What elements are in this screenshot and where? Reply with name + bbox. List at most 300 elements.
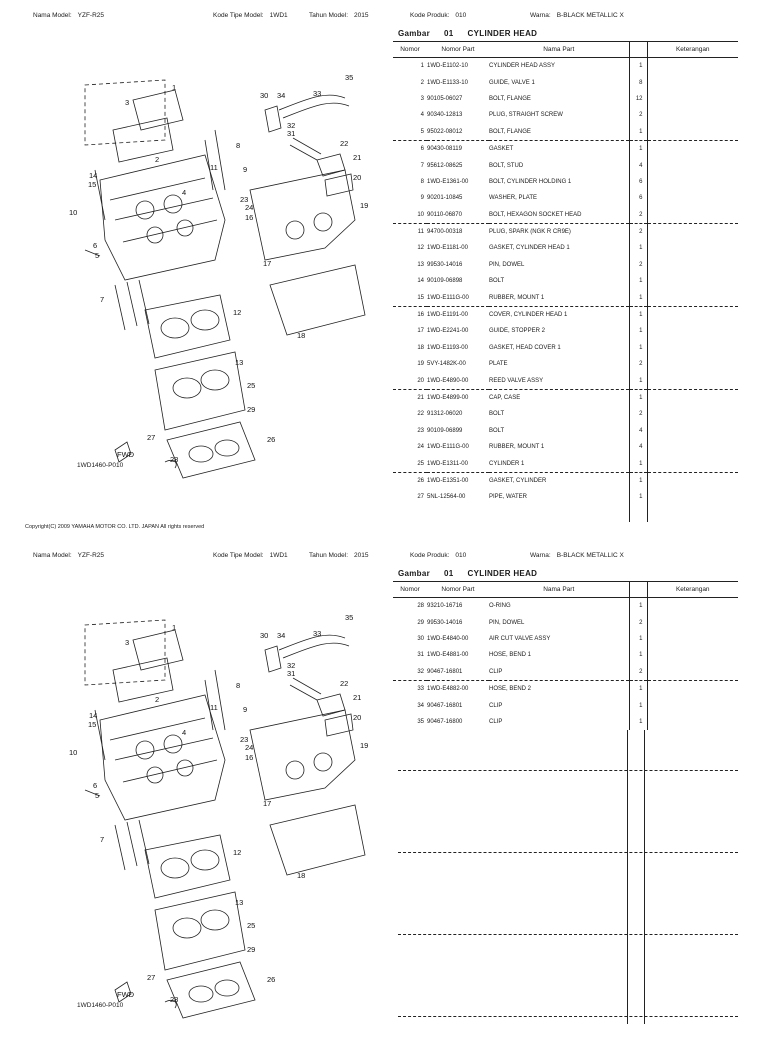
- part-quantity: 2: [629, 207, 647, 224]
- part-name: PLUG, STRAIGHT SCREW: [489, 112, 563, 119]
- figure-title: Gambar 01 CYLINDER HEAD: [398, 569, 538, 578]
- part-number-index: 13: [417, 261, 424, 268]
- table-row: [393, 207, 738, 224]
- callout-label: 18: [297, 871, 306, 880]
- part-code: 5VY-1482K-00: [427, 361, 466, 368]
- part-name: PIPE, WATER: [489, 494, 528, 501]
- part-name: RUBBER, MOUNT 1: [489, 289, 629, 306]
- part-number-index: 35: [417, 718, 424, 725]
- part-code: 90109-06898: [427, 278, 463, 285]
- callout-label: 22: [340, 679, 349, 688]
- part-number-index: 2: [420, 79, 424, 86]
- part-name: CLIP: [489, 664, 629, 681]
- part-name: PLUG, SPARK (NGK R CR9E): [489, 229, 571, 236]
- part-name: BOLT: [489, 411, 505, 418]
- callout-label: 29: [247, 945, 256, 954]
- callout-label: 12: [233, 308, 242, 317]
- callout-label: 6: [93, 241, 98, 250]
- parts-table: [393, 581, 738, 730]
- table-row: [393, 372, 738, 389]
- table-row: [393, 455, 738, 472]
- table-row: [393, 340, 738, 356]
- callout-label: 23: [240, 195, 249, 204]
- callout-label: 34: [277, 91, 286, 100]
- part-quantity: 1: [629, 124, 647, 141]
- part-remarks: [647, 472, 738, 489]
- figure-title: Gambar 01 CYLINDER HEAD: [398, 29, 538, 38]
- part-quantity: 2: [629, 107, 647, 123]
- part-name: CLIP: [489, 702, 503, 709]
- table-filler: [393, 506, 738, 522]
- callout-label: 25: [247, 921, 256, 930]
- part-number-index: 24: [417, 444, 424, 451]
- table-row: [393, 273, 738, 289]
- part-name: BOLT, STUD: [489, 162, 524, 169]
- callout-label: 15: [88, 180, 97, 189]
- callout-label: 6: [93, 781, 98, 790]
- part-number-index: 23: [417, 427, 424, 434]
- table-row: [393, 680, 738, 697]
- part-code: 1WD-E4890-00: [427, 372, 489, 389]
- part-name: BOLT, HEXAGON SOCKET HEAD: [489, 207, 629, 224]
- part-name: GUIDE, VALVE 1: [489, 79, 535, 86]
- table-row: [393, 174, 738, 190]
- part-quantity: 4: [629, 157, 647, 173]
- part-name: BOLT, FLANGE: [489, 124, 629, 141]
- col-nama-part: Nama Part: [489, 41, 629, 58]
- callout-label: 27: [147, 433, 156, 442]
- part-number-index: 25: [393, 455, 427, 472]
- callout-label: 12: [233, 848, 242, 857]
- callout-label: 19: [360, 741, 369, 750]
- part-quantity: 1: [629, 340, 647, 356]
- part-remarks: [647, 124, 738, 141]
- part-quantity: 1: [629, 140, 647, 157]
- part-remarks: [647, 614, 738, 630]
- part-quantity: 1: [629, 240, 647, 256]
- part-quantity: 4: [629, 439, 647, 455]
- parts-diagram: [55, 70, 375, 500]
- callout-label: 3: [125, 98, 130, 107]
- part-code: 1WD-E4881-00: [427, 652, 469, 659]
- part-number-index: 33: [417, 686, 424, 693]
- callout-label: 35: [345, 613, 354, 622]
- callout-label: 5: [95, 251, 100, 260]
- callout-label: 13: [235, 898, 244, 907]
- table-row: [393, 472, 738, 489]
- table-row: [393, 58, 738, 75]
- part-quantity: 6: [629, 190, 647, 206]
- table-row: [393, 223, 738, 240]
- model-type-code: Kode Tipe Model: 1WD1: [213, 12, 288, 19]
- part-number-index: 14: [417, 278, 424, 285]
- part-remarks: [647, 257, 738, 273]
- part-number-index: 32: [393, 664, 427, 681]
- part-number-index: 6: [420, 146, 424, 153]
- copyright-notice: Copyright(C) 2009 YAMAHA MOTOR CO. LTD. JAPAN All rights reserved: [25, 524, 205, 530]
- callout-label: 33: [313, 89, 322, 98]
- callout-label: 4: [182, 188, 187, 197]
- part-remarks: [647, 340, 738, 356]
- table-row: [393, 257, 738, 273]
- part-code: 1WD-E1311-00: [427, 455, 489, 472]
- callout-label: 15: [88, 720, 97, 729]
- part-remarks: [647, 174, 738, 190]
- part-name: PIN, DOWEL: [489, 619, 525, 626]
- callout-label: 32: [287, 121, 296, 130]
- part-quantity: 1: [629, 372, 647, 389]
- col-qty: [629, 581, 647, 598]
- part-remarks: [647, 697, 738, 713]
- part-code: 90110-06870: [427, 207, 489, 224]
- part-number-index: 28: [417, 603, 424, 610]
- part-name: HOSE, BEND 1: [489, 652, 532, 659]
- callout-label: 18: [297, 331, 306, 340]
- callout-label: 14: [89, 171, 98, 180]
- table-row: [393, 614, 738, 630]
- part-name: WASHER, PLATE: [489, 195, 538, 202]
- part-code: 93210-16716: [427, 603, 463, 610]
- callout-label: 11: [210, 163, 218, 172]
- callout-label: 9: [243, 165, 248, 174]
- part-number-index: 16: [417, 312, 424, 319]
- callout-label: 24: [245, 743, 254, 752]
- part-name: BOLT: [489, 278, 505, 285]
- callout-label: 28: [170, 995, 179, 1004]
- drawing-code: 1WD1460-P010: [77, 462, 124, 469]
- part-code: 1WD-E1181-00: [427, 245, 468, 252]
- part-name: BOLT, FLANGE: [489, 95, 531, 102]
- part-quantity: 1: [629, 647, 647, 663]
- part-code: 1WD-E1351-00: [427, 477, 469, 484]
- parts-table: [393, 41, 738, 522]
- callout-label: 20: [353, 713, 362, 722]
- callout-label: 25: [247, 381, 256, 390]
- table-header: [393, 581, 738, 598]
- part-remarks: [647, 356, 738, 372]
- callout-label: 10: [69, 748, 78, 757]
- part-remarks: [647, 323, 738, 339]
- part-name: GASKET: [489, 146, 514, 153]
- color-name: Warna: B-BLACK METALLIC X: [530, 12, 624, 19]
- model-year: Tahun Model: 2015: [309, 552, 369, 559]
- part-number-index: 27: [417, 494, 424, 501]
- callout-label: 17: [263, 799, 272, 808]
- callout-label: 1: [172, 83, 177, 92]
- part-quantity: 2: [629, 356, 647, 372]
- col-nomor: Nomor: [393, 41, 427, 58]
- callout-label: 3: [125, 638, 130, 647]
- part-quantity: 1: [629, 58, 647, 75]
- table-row: [393, 289, 738, 306]
- part-name: CAP, CASE: [489, 395, 521, 401]
- part-quantity: 1: [629, 680, 647, 697]
- part-code: 95612-08625: [427, 162, 463, 169]
- part-quantity: 2: [629, 614, 647, 630]
- part-number-index: 5: [393, 124, 427, 141]
- table-row: [393, 598, 738, 615]
- part-remarks: [647, 289, 738, 306]
- callout-label: 17: [263, 259, 272, 268]
- part-quantity: 1: [629, 598, 647, 615]
- table-row: [393, 124, 738, 141]
- part-code: 1WD-E4899-00: [427, 395, 469, 401]
- part-number-index: 20: [393, 372, 427, 389]
- callout-label: 2: [155, 695, 160, 704]
- part-code: 1WD-E1361-00: [427, 178, 469, 185]
- col-nomor-part: Nomor Part: [427, 41, 489, 58]
- callout-label: 16: [245, 213, 254, 222]
- part-name: COVER, CYLINDER HEAD 1: [489, 312, 568, 319]
- callout-label: 31: [287, 669, 296, 678]
- callout-label: 7: [100, 295, 105, 304]
- part-quantity: 1: [629, 714, 647, 730]
- part-quantity: 1: [629, 323, 647, 339]
- part-remarks: [647, 439, 738, 455]
- part-code: 90467-16801: [427, 702, 463, 709]
- catalog-page-2: [0, 540, 768, 1052]
- callout-label: 35: [345, 73, 354, 82]
- part-remarks: [647, 598, 738, 615]
- model-type-code: Kode Tipe Model: 1WD1: [213, 552, 288, 559]
- part-name: CLIP: [489, 718, 503, 725]
- callout-label: 26: [267, 975, 276, 984]
- part-quantity: 1: [629, 697, 647, 713]
- callout-label: 30: [260, 91, 269, 100]
- part-number-index: 10: [393, 207, 427, 224]
- part-remarks: [647, 107, 738, 123]
- callout-label: 19: [360, 201, 369, 210]
- part-number-index: 4: [420, 112, 424, 119]
- forward-arrow-label: FWD: [117, 990, 135, 999]
- part-code: 1WD-E4840-00: [427, 635, 469, 642]
- part-remarks: [647, 680, 738, 697]
- part-remarks: [647, 664, 738, 681]
- part-name: BOLT: [489, 427, 505, 434]
- callout-label: 26: [267, 435, 276, 444]
- part-quantity: 2: [629, 406, 647, 422]
- part-name: REED VALVE ASSY: [489, 372, 629, 389]
- table-row: [393, 140, 738, 157]
- callout-label: 16: [245, 753, 254, 762]
- part-number-index: 1: [420, 63, 424, 70]
- table-row: [393, 91, 738, 107]
- part-code: 90430-08119: [427, 146, 462, 153]
- part-code: 5NL-12564-00: [427, 494, 466, 501]
- part-number-index: 21: [417, 395, 424, 401]
- part-number-index: 8: [420, 178, 424, 185]
- table-row: [393, 406, 738, 422]
- part-quantity: 1: [629, 306, 647, 323]
- part-name: O-RING: [489, 603, 511, 610]
- part-number-index: 17: [417, 328, 424, 335]
- part-name: GASKET, CYLINDER: [489, 477, 547, 484]
- part-number-index: 11: [417, 229, 424, 236]
- color-name: Warna: B-BLACK METALLIC X: [530, 552, 624, 559]
- part-remarks: [647, 74, 738, 90]
- table-row: [393, 190, 738, 206]
- part-name: GASKET, CYLINDER HEAD 1: [489, 245, 570, 252]
- table-row: [393, 423, 738, 439]
- part-number-index: 29: [417, 619, 424, 626]
- callout-label: 1: [172, 623, 177, 632]
- parts-diagram: [55, 610, 375, 1040]
- part-code: 91312-06020: [427, 411, 463, 418]
- parts-rows: [393, 58, 738, 522]
- part-number-index: 7: [420, 162, 424, 169]
- part-number-index: 31: [417, 652, 424, 659]
- callout-label: 5: [95, 791, 100, 800]
- table-row: [393, 74, 738, 90]
- part-remarks: [647, 406, 738, 422]
- part-quantity: 2: [629, 664, 647, 681]
- part-number-index: 19: [417, 361, 424, 368]
- table-row: [393, 439, 738, 455]
- part-name: AIR CUT VALVE ASSY: [489, 635, 551, 642]
- part-number-index: 22: [417, 411, 424, 418]
- part-number-index: 12: [417, 245, 424, 252]
- parts-rows: [393, 598, 738, 731]
- table-row: [393, 323, 738, 339]
- callout-label: 30: [260, 631, 269, 640]
- part-number-index: 26: [417, 477, 424, 484]
- part-name: GUIDE, STOPPER 2: [489, 328, 545, 335]
- part-code: 1WD-E111G-00: [427, 444, 469, 451]
- table-row: [393, 697, 738, 713]
- model-year: Tahun Model: 2015: [309, 12, 369, 19]
- callout-label: 2: [155, 155, 160, 164]
- table-row: [393, 107, 738, 123]
- table-row: [393, 306, 738, 323]
- part-quantity: 1: [629, 631, 647, 647]
- col-qty: [629, 41, 647, 58]
- part-code: 99530-14016: [427, 261, 463, 268]
- part-remarks: [647, 223, 738, 240]
- table-row: [393, 356, 738, 372]
- part-remarks: [647, 372, 738, 389]
- part-number-index: 30: [417, 635, 424, 642]
- part-remarks: [647, 91, 738, 107]
- col-nomor: Nomor: [393, 581, 427, 598]
- part-name: HOSE, BEND 2: [489, 686, 532, 693]
- callout-label: 8: [236, 141, 241, 150]
- callout-label: 9: [243, 705, 248, 714]
- part-code: 90467-16800: [427, 718, 463, 725]
- part-number-index: 3: [420, 95, 424, 102]
- product-code: Kode Produk: 010: [410, 552, 467, 559]
- table-row: [393, 631, 738, 647]
- part-code: 90105-06027: [427, 95, 463, 102]
- part-remarks: [647, 190, 738, 206]
- part-remarks: [647, 455, 738, 472]
- part-code: 1WD-E1193-00: [427, 344, 468, 351]
- part-remarks: [647, 489, 738, 505]
- part-code: 90201-10845: [427, 195, 463, 202]
- part-code: 99530-14016: [427, 619, 463, 626]
- part-code: 1WD-E1133-10: [427, 79, 468, 86]
- part-quantity: 6: [629, 174, 647, 190]
- part-code: 90467-16801: [427, 664, 489, 681]
- part-code: 94700-00318: [427, 229, 463, 236]
- part-code: 1WD-E1102-10: [427, 63, 468, 70]
- part-remarks: [647, 140, 738, 157]
- part-number-index: 15: [393, 289, 427, 306]
- callout-label: 23: [240, 735, 249, 744]
- part-name: GASKET, HEAD COVER 1: [489, 344, 561, 351]
- table-row: [393, 389, 738, 406]
- part-name: PLATE: [489, 361, 508, 368]
- callout-label: 33: [313, 629, 322, 638]
- part-quantity: 1: [629, 389, 647, 406]
- part-quantity: 1: [629, 455, 647, 472]
- table-row: [393, 489, 738, 505]
- callout-label: 7: [100, 835, 105, 844]
- callout-label: 21: [353, 153, 362, 162]
- callout-label: 32: [287, 661, 296, 670]
- callout-label: 34: [277, 631, 286, 640]
- callout-label: 24: [245, 203, 254, 212]
- part-name: BOLT, CYLINDER HOLDING 1: [489, 178, 572, 185]
- part-number-index: 9: [420, 195, 424, 202]
- col-keterangan: Keterangan: [647, 581, 738, 598]
- part-quantity: 1: [629, 472, 647, 489]
- callout-label: 10: [69, 208, 78, 217]
- table-row: [393, 157, 738, 173]
- callout-label: 22: [340, 139, 349, 148]
- exploded-view-drawing: [55, 610, 375, 1040]
- callout-label: 29: [247, 405, 256, 414]
- part-remarks: [647, 714, 738, 730]
- part-code: 90109-06899: [427, 427, 463, 434]
- callout-label: 20: [353, 173, 362, 182]
- forward-arrow-label: FWD: [117, 450, 135, 459]
- callout-label: 11: [210, 703, 218, 712]
- callout-label: 31: [287, 129, 296, 138]
- col-nama-part: Nama Part: [489, 581, 629, 598]
- drawing-code: 1WD1460-P010: [77, 1002, 124, 1009]
- callout-label: 21: [353, 693, 362, 702]
- table-row: [393, 664, 738, 681]
- part-name: CYLINDER 1: [489, 455, 629, 472]
- model-name: Nama Model: YZF-R25: [33, 12, 105, 19]
- table-header: [393, 41, 738, 58]
- part-code: 90340-12813: [427, 112, 463, 119]
- col-keterangan: Keterangan: [647, 41, 738, 58]
- part-quantity: 1: [629, 489, 647, 505]
- part-number-index: 34: [417, 702, 424, 709]
- part-code: 1WD-E2241-00: [427, 328, 469, 335]
- part-remarks: [647, 631, 738, 647]
- part-remarks: [647, 306, 738, 323]
- col-nomor-part: Nomor Part: [427, 581, 489, 598]
- callout-label: 4: [182, 728, 187, 737]
- callout-label: 27: [147, 973, 156, 982]
- part-remarks: [647, 647, 738, 663]
- model-name: Nama Model: YZF-R25: [33, 552, 105, 559]
- exploded-view-drawing: [55, 70, 375, 500]
- part-quantity: 12: [629, 91, 647, 107]
- part-quantity: 4: [629, 423, 647, 439]
- table-row: [393, 714, 738, 730]
- part-quantity: 2: [629, 223, 647, 240]
- part-number-index: 18: [417, 344, 424, 351]
- part-code: 1WD-E1191-00: [427, 312, 468, 319]
- part-name: RUBBER, MOUNT 1: [489, 444, 545, 451]
- table-row: [393, 240, 738, 256]
- part-code: 1WD-E111G-00: [427, 289, 489, 306]
- part-remarks: [647, 58, 738, 75]
- part-remarks: [647, 389, 738, 406]
